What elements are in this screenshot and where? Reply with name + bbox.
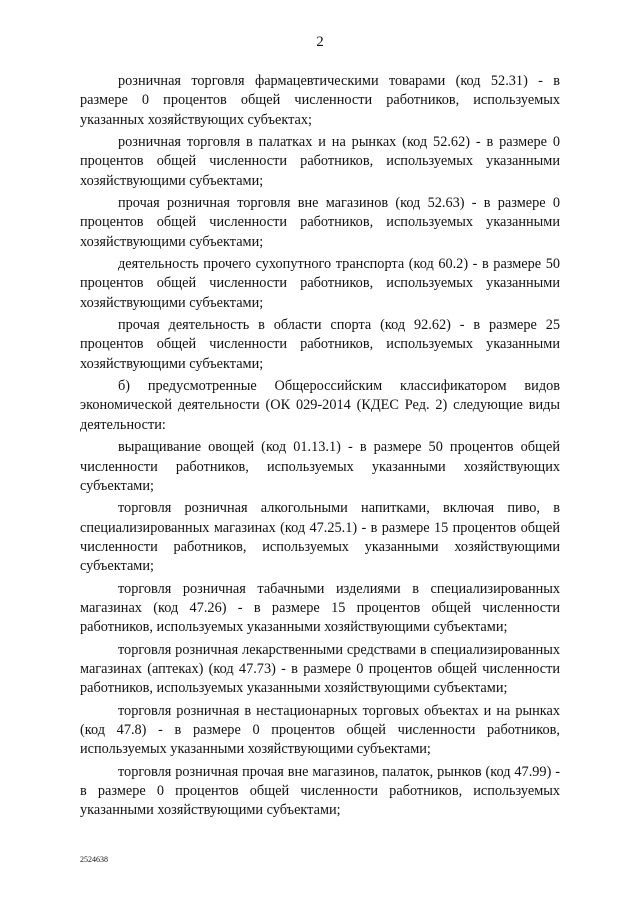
paragraph-non-store-retail: прочая розничная торговля вне магазинов (код 52.63) - в размере 0 процентов общей численности работников, используемых указанными хозяйствующими субъектами;	[80, 195, 560, 250]
paragraph-sport-activity: прочая деятельность в области спорта (код 92.62) - в размере 25 процентов общей численности работников, используемых указанными хозяйствующими субъектами;	[80, 317, 560, 372]
paragraph-stall-market-retail: розничная торговля в палатках и на рынках (код 52.62) - в размере 0 процентов общей численности работников, используемых указанными хозяйствующими субъектами;	[80, 134, 560, 189]
paragraph-other-non-store-retail: торговля розничная прочая вне магазинов, палаток, рынков (код 47.99) - в размере 0 процентов общей численности работников, используемых указанными хозяйствующими субъектами;	[80, 763, 560, 819]
document-body	[80, 72, 560, 824]
paragraph-okved2-intro: б) предусмотренные Общероссийским классификатором видов экономической деятельности (ОК 029-2014 (КДЕС Ред. 2) следующие виды деятельности:	[80, 378, 560, 433]
paragraph-land-transport: деятельность прочего сухопутного транспорта (код 60.2) - в размере 50 процентов общей численности работников, используемых указанными хозяйствующими субъектами;	[80, 256, 560, 311]
paragraph-pharmacy-retail: розничная торговля фармацевтическими товарами (код 52.31) - в размере 0 процентов общей численности работников, используемых указанных хозяйствующих субъектах;	[80, 73, 560, 128]
page-number: 2	[316, 34, 324, 50]
paragraph-alcohol-retail: торговля розничная алкогольными напитками, включая пиво, в специализированных магазинах (код 47.25.1) - в размере 15 процентов общей численности работников, используемых указанными хозяйствующими субъектами;	[80, 500, 560, 575]
paragraph-tobacco-retail: торговля розничная табачными изделиями в специализированных магазинах (код 47.26) - в размере 15 процентов общей численности работников, используемых указанными хозяйствующими субъектами;	[80, 580, 560, 636]
paragraph-pharmacy-retail-2: торговля розничная лекарственными средствами в специализированных магазинах (аптеках) (код 47.73) - в размере 0 процентов общей численности работников, используемых указанными хозяйствующими субъектами;	[80, 641, 560, 697]
paragraph-nonstationary-retail: торговля розничная в нестационарных торговых объектах и на рынках (код 47.8) - в размере 0 процентов общей численности работников, используемых указанными хозяйствующими субъектами;	[80, 702, 560, 758]
paragraph-vegetable-growing: выращивание овощей (код 01.13.1) - в размере 50 процентов общей численности работников, используемых указанными хозяйствующих субъектами;	[80, 439, 560, 494]
document-code: 2524638	[80, 855, 108, 864]
